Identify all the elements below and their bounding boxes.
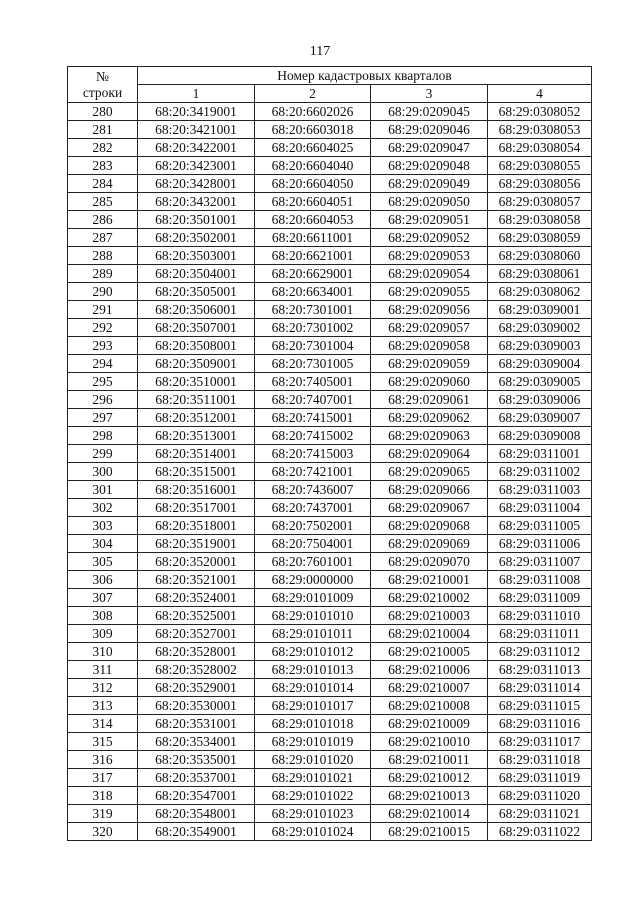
cadastral-cell-col3: 68:29:0209068 (371, 517, 488, 535)
cadastral-cell-col2: 68:20:6603018 (255, 121, 371, 139)
row-number-cell: 318 (68, 787, 138, 805)
cadastral-cell-col4: 68:29:0311008 (488, 571, 592, 589)
table-row (68, 607, 592, 625)
cadastral-cell-col3: 68:29:0209048 (371, 157, 488, 175)
cadastral-cell-col2: 68:20:7415003 (255, 445, 371, 463)
table-row (68, 193, 592, 211)
cadastral-cell-col1: 68:20:3548001 (138, 805, 255, 823)
cadastral-cell-col3: 68:29:0210012 (371, 769, 488, 787)
cadastral-cell-col3: 68:29:0209052 (371, 229, 488, 247)
cadastral-cell-col3: 68:29:0209054 (371, 265, 488, 283)
cadastral-cell-col4: 68:29:0311022 (488, 823, 592, 841)
table-row (68, 481, 592, 499)
cadastral-cell-col2: 68:20:6604051 (255, 193, 371, 211)
cadastral-cell-col1: 68:20:3514001 (138, 445, 255, 463)
cadastral-cell-col3: 68:29:0209061 (371, 391, 488, 409)
cadastral-cell-col1: 68:20:3507001 (138, 319, 255, 337)
cadastral-cell-col4: 68:29:0308054 (488, 139, 592, 157)
cadastral-cell-col3: 68:29:0209046 (371, 121, 488, 139)
cadastral-cell-col2: 68:20:7415001 (255, 409, 371, 427)
cadastral-cell-col4: 68:29:0311021 (488, 805, 592, 823)
cadastral-cell-col4: 68:29:0311015 (488, 697, 592, 715)
cadastral-cell-col3: 68:29:0210002 (371, 589, 488, 607)
table-row (68, 517, 592, 535)
cadastral-cell-col4: 68:29:0308055 (488, 157, 592, 175)
cadastral-cell-col4: 68:29:0308060 (488, 247, 592, 265)
row-number-cell: 314 (68, 715, 138, 733)
table-row (68, 589, 592, 607)
cadastral-cell-col1: 68:20:3506001 (138, 301, 255, 319)
cadastral-cell-col4: 68:29:0311002 (488, 463, 592, 481)
cadastral-cell-col3: 68:29:0209056 (371, 301, 488, 319)
cadastral-cell-col2: 68:20:6602026 (255, 103, 371, 121)
cadastral-cell-col4: 68:29:0308059 (488, 229, 592, 247)
cadastral-cell-col1: 68:20:3531001 (138, 715, 255, 733)
row-number-cell: 287 (68, 229, 138, 247)
row-number-cell: 306 (68, 571, 138, 589)
column-header-3: 3 (371, 85, 488, 103)
cadastral-cell-col4: 68:29:0311010 (488, 607, 592, 625)
row-number-cell: 285 (68, 193, 138, 211)
cadastral-cell-col1: 68:20:3501001 (138, 211, 255, 229)
cadastral-cell-col3: 68:29:0210015 (371, 823, 488, 841)
cadastral-cell-col2: 68:29:0101012 (255, 643, 371, 661)
cadastral-cell-col4: 68:29:0309003 (488, 337, 592, 355)
cadastral-cell-col1: 68:20:3530001 (138, 697, 255, 715)
cadastral-cell-col3: 68:29:0210007 (371, 679, 488, 697)
table-row (68, 643, 592, 661)
cadastral-cell-col2: 68:20:7407001 (255, 391, 371, 409)
cadastral-cell-col3: 68:29:0210005 (371, 643, 488, 661)
cadastral-cell-col3: 68:29:0210011 (371, 751, 488, 769)
row-number-cell: 305 (68, 553, 138, 571)
cadastral-cell-col3: 68:29:0209069 (371, 535, 488, 553)
cadastral-cell-col1: 68:20:3509001 (138, 355, 255, 373)
cadastral-cell-col2: 68:29:0101022 (255, 787, 371, 805)
row-number-cell: 308 (68, 607, 138, 625)
table-row (68, 625, 592, 643)
row-number-cell: 300 (68, 463, 138, 481)
cadastral-cell-col2: 68:20:6621001 (255, 247, 371, 265)
cadastral-cell-col1: 68:20:3528001 (138, 643, 255, 661)
cadastral-cell-col4: 68:29:0309001 (488, 301, 592, 319)
cadastral-cell-col3: 68:29:0209051 (371, 211, 488, 229)
cadastral-cell-col4: 68:29:0311017 (488, 733, 592, 751)
cadastral-cell-col4: 68:29:0309004 (488, 355, 592, 373)
table-row (68, 409, 592, 427)
row-number-cell: 296 (68, 391, 138, 409)
row-number-cell: 284 (68, 175, 138, 193)
row-number-cell: 316 (68, 751, 138, 769)
row-number-cell: 315 (68, 733, 138, 751)
cadastral-cell-col4: 68:29:0311006 (488, 535, 592, 553)
row-number-header-symbol: № (96, 68, 109, 84)
cadastral-cell-col1: 68:20:3423001 (138, 157, 255, 175)
cadastral-cell-col2: 68:20:7436007 (255, 481, 371, 499)
table-header (68, 67, 592, 103)
table-row (68, 715, 592, 733)
table-row (68, 733, 592, 751)
table-row (68, 553, 592, 571)
cadastral-cell-col3: 68:29:0209064 (371, 445, 488, 463)
cadastral-cell-col3: 68:29:0210001 (371, 571, 488, 589)
cadastral-cell-col1: 68:20:3529001 (138, 679, 255, 697)
cadastral-cell-col4: 68:29:0311012 (488, 643, 592, 661)
cadastral-cell-col3: 68:29:0210009 (371, 715, 488, 733)
row-number-cell: 295 (68, 373, 138, 391)
cadastral-cell-col1: 68:20:3511001 (138, 391, 255, 409)
cadastral-cell-col2: 68:20:7502001 (255, 517, 371, 535)
row-number-cell: 320 (68, 823, 138, 841)
cadastral-cell-col2: 68:20:6604050 (255, 175, 371, 193)
table-row (68, 121, 592, 139)
cadastral-cell-col3: 68:29:0210003 (371, 607, 488, 625)
cadastral-cell-col3: 68:29:0209063 (371, 427, 488, 445)
table-row (68, 283, 592, 301)
table-row (68, 229, 592, 247)
cadastral-cell-col3: 68:29:0209055 (371, 283, 488, 301)
table-row (68, 157, 592, 175)
cadastral-cell-col4: 68:29:0308061 (488, 265, 592, 283)
table-row (68, 769, 592, 787)
cadastral-cell-col4: 68:29:0311020 (488, 787, 592, 805)
cadastral-cell-col2: 68:20:7405001 (255, 373, 371, 391)
table-row (68, 301, 592, 319)
cadastral-cell-col1: 68:20:3421001 (138, 121, 255, 139)
column-header-4: 4 (488, 85, 592, 103)
cadastral-cell-col1: 68:20:3516001 (138, 481, 255, 499)
cadastral-cell-col4: 68:29:0308056 (488, 175, 592, 193)
cadastral-cell-col1: 68:20:3508001 (138, 337, 255, 355)
table-row (68, 751, 592, 769)
table-row (68, 355, 592, 373)
table-row (68, 391, 592, 409)
row-number-cell: 299 (68, 445, 138, 463)
row-number-cell: 294 (68, 355, 138, 373)
cadastral-cell-col1: 68:20:3502001 (138, 229, 255, 247)
cadastral-cell-col1: 68:20:3519001 (138, 535, 255, 553)
cadastral-cell-col4: 68:29:0308053 (488, 121, 592, 139)
cadastral-cell-col2: 68:20:6629001 (255, 265, 371, 283)
cadastral-cell-col1: 68:20:3535001 (138, 751, 255, 769)
cadastral-cell-col3: 68:29:0209049 (371, 175, 488, 193)
cadastral-cell-col2: 68:29:0101017 (255, 697, 371, 715)
cadastral-cell-col2: 68:29:0101010 (255, 607, 371, 625)
row-number-cell: 319 (68, 805, 138, 823)
cadastral-cell-col2: 68:20:6604025 (255, 139, 371, 157)
row-number-cell: 297 (68, 409, 138, 427)
cadastral-cell-col2: 68:29:0101018 (255, 715, 371, 733)
table-body (68, 103, 592, 841)
cadastral-cell-col3: 68:29:0209047 (371, 139, 488, 157)
cadastral-cell-col4: 68:29:0311019 (488, 769, 592, 787)
cadastral-cell-col1: 68:20:3534001 (138, 733, 255, 751)
row-number-cell: 280 (68, 103, 138, 121)
table-row (68, 445, 592, 463)
table-row (68, 103, 592, 121)
table-row (68, 175, 592, 193)
table-row (68, 679, 592, 697)
cadastral-cell-col4: 68:29:0309006 (488, 391, 592, 409)
column-header-1: 1 (138, 85, 255, 103)
table-row (68, 535, 592, 553)
cadastral-cell-col4: 68:29:0311009 (488, 589, 592, 607)
cadastral-cell-col4: 68:29:0308062 (488, 283, 592, 301)
cadastral-cell-col2: 68:29:0101023 (255, 805, 371, 823)
row-number-cell: 289 (68, 265, 138, 283)
row-number-cell: 310 (68, 643, 138, 661)
cadastral-cell-col4: 68:29:0311005 (488, 517, 592, 535)
row-number-cell: 311 (68, 661, 138, 679)
cadastral-cell-col1: 68:20:3515001 (138, 463, 255, 481)
row-number-cell: 312 (68, 679, 138, 697)
cadastral-quarters-table (67, 66, 592, 841)
cadastral-cell-col2: 68:20:7415002 (255, 427, 371, 445)
row-number-cell: 281 (68, 121, 138, 139)
cadastral-cell-col2: 68:20:6634001 (255, 283, 371, 301)
cadastral-cell-col2: 68:20:7301005 (255, 355, 371, 373)
cadastral-cell-col2: 68:29:0101013 (255, 661, 371, 679)
cadastral-cell-col3: 68:29:0209070 (371, 553, 488, 571)
cadastral-cell-col2: 68:29:0101009 (255, 589, 371, 607)
row-number-header-word: строки (82, 84, 123, 100)
cadastral-cell-col3: 68:29:0209066 (371, 481, 488, 499)
cadastral-cell-col3: 68:29:0209065 (371, 463, 488, 481)
cadastral-cell-col3: 68:29:0209057 (371, 319, 488, 337)
cadastral-cell-col1: 68:20:3518001 (138, 517, 255, 535)
cadastral-cell-col2: 68:20:7421001 (255, 463, 371, 481)
cadastral-cell-col4: 68:29:0311018 (488, 751, 592, 769)
cadastral-cell-col4: 68:29:0311011 (488, 625, 592, 643)
cadastral-cell-col1: 68:20:3521001 (138, 571, 255, 589)
cadastral-cell-col2: 68:20:6604053 (255, 211, 371, 229)
cadastral-cell-col4: 68:29:0308058 (488, 211, 592, 229)
cadastral-cell-col3: 68:29:0210008 (371, 697, 488, 715)
cadastral-cell-col2: 68:29:0101014 (255, 679, 371, 697)
row-number-cell: 293 (68, 337, 138, 355)
cadastral-cell-col1: 68:20:3524001 (138, 589, 255, 607)
cadastral-cell-col1: 68:20:3503001 (138, 247, 255, 265)
row-number-cell: 302 (68, 499, 138, 517)
cadastral-cell-col1: 68:20:3517001 (138, 499, 255, 517)
cadastral-cell-col4: 68:29:0311013 (488, 661, 592, 679)
cadastral-cell-col4: 68:29:0308052 (488, 103, 592, 121)
cadastral-cell-col2: 68:20:6611001 (255, 229, 371, 247)
table-row (68, 463, 592, 481)
cadastral-cell-col1: 68:20:3504001 (138, 265, 255, 283)
row-number-cell: 303 (68, 517, 138, 535)
cadastral-cell-col3: 68:29:0210006 (371, 661, 488, 679)
cadastral-cell-col4: 68:29:0309007 (488, 409, 592, 427)
cadastral-cell-col4: 68:29:0311003 (488, 481, 592, 499)
cadastral-cell-col3: 68:29:0209053 (371, 247, 488, 265)
row-number-cell: 290 (68, 283, 138, 301)
cadastral-cell-col3: 68:29:0209060 (371, 373, 488, 391)
table-row (68, 499, 592, 517)
cadastral-cell-col1: 68:20:3525001 (138, 607, 255, 625)
cadastral-cell-col1: 68:20:3547001 (138, 787, 255, 805)
cadastral-cell-col2: 68:29:0000000 (255, 571, 371, 589)
row-number-cell: 301 (68, 481, 138, 499)
row-number-cell: 317 (68, 769, 138, 787)
cadastral-cell-col2: 68:29:0101011 (255, 625, 371, 643)
cadastral-cell-col4: 68:29:0311001 (488, 445, 592, 463)
cadastral-cell-col2: 68:29:0101019 (255, 733, 371, 751)
cadastral-cell-col1: 68:20:3537001 (138, 769, 255, 787)
cadastral-cell-col1: 68:20:3419001 (138, 103, 255, 121)
cadastral-cell-col2: 68:20:6604040 (255, 157, 371, 175)
row-number-cell: 304 (68, 535, 138, 553)
cadastral-cell-col1: 68:20:3432001 (138, 193, 255, 211)
cadastral-cell-col4: 68:29:0309008 (488, 427, 592, 445)
table-row (68, 265, 592, 283)
cadastral-cell-col2: 68:20:7437001 (255, 499, 371, 517)
cadastral-cell-col3: 68:29:0209062 (371, 409, 488, 427)
table-row (68, 319, 592, 337)
cadastral-cell-col1: 68:20:3528002 (138, 661, 255, 679)
cadastral-cell-col1: 68:20:3512001 (138, 409, 255, 427)
row-number-cell: 291 (68, 301, 138, 319)
row-number-cell: 286 (68, 211, 138, 229)
cadastral-cell-col1: 68:20:3513001 (138, 427, 255, 445)
cadastral-cell-col3: 68:29:0209067 (371, 499, 488, 517)
cadastral-cell-col1: 68:20:3428001 (138, 175, 255, 193)
cadastral-cell-col4: 68:29:0309005 (488, 373, 592, 391)
row-number-header (68, 67, 138, 103)
cadastral-cell-col1: 68:20:3422001 (138, 139, 255, 157)
row-number-cell: 288 (68, 247, 138, 265)
cadastral-cell-col2: 68:20:7301001 (255, 301, 371, 319)
cadastral-cell-col4: 68:29:0309002 (488, 319, 592, 337)
row-number-cell: 282 (68, 139, 138, 157)
cadastral-cell-col3: 68:29:0210014 (371, 805, 488, 823)
table-row (68, 571, 592, 589)
cadastral-cell-col2: 68:29:0101024 (255, 823, 371, 841)
table-row (68, 337, 592, 355)
cadastral-cell-col1: 68:20:3527001 (138, 625, 255, 643)
table-row (68, 211, 592, 229)
table-row (68, 787, 592, 805)
cadastral-cell-col2: 68:29:0101020 (255, 751, 371, 769)
cadastral-cell-col1: 68:20:3505001 (138, 283, 255, 301)
cadastral-cell-col2: 68:29:0101021 (255, 769, 371, 787)
table-row (68, 805, 592, 823)
page-number: 117 (309, 44, 331, 59)
row-number-cell: 283 (68, 157, 138, 175)
cadastral-cell-col3: 68:29:0210010 (371, 733, 488, 751)
table-row (68, 247, 592, 265)
table-row (68, 373, 592, 391)
cadastral-cell-col3: 68:29:0209059 (371, 355, 488, 373)
cadastral-cell-col4: 68:29:0311007 (488, 553, 592, 571)
cadastral-cell-col3: 68:29:0209058 (371, 337, 488, 355)
cadastral-cell-col4: 68:29:0311014 (488, 679, 592, 697)
cadastral-cell-col4: 68:29:0308057 (488, 193, 592, 211)
table-row (68, 697, 592, 715)
cadastral-cell-col3: 68:29:0209050 (371, 193, 488, 211)
table-row (68, 427, 592, 445)
cadastral-cell-col2: 68:20:7301002 (255, 319, 371, 337)
row-number-cell: 292 (68, 319, 138, 337)
table-row (68, 823, 592, 841)
row-number-cell: 309 (68, 625, 138, 643)
column-header-2: 2 (255, 85, 371, 103)
cadastral-cell-col3: 68:29:0210013 (371, 787, 488, 805)
row-number-cell: 313 (68, 697, 138, 715)
cadastral-cell-col2: 68:20:7301004 (255, 337, 371, 355)
cadastral-cell-col3: 68:29:0209045 (371, 103, 488, 121)
row-number-cell: 307 (68, 589, 138, 607)
cadastral-cell-col3: 68:29:0210004 (371, 625, 488, 643)
cadastral-cell-col4: 68:29:0311004 (488, 499, 592, 517)
cadastral-cell-col1: 68:20:3520001 (138, 553, 255, 571)
table-row (68, 661, 592, 679)
cadastral-cell-col1: 68:20:3510001 (138, 373, 255, 391)
cadastral-cell-col2: 68:20:7504001 (255, 535, 371, 553)
cadastral-group-header: Номер кадастровых кварталов (138, 67, 592, 85)
cadastral-cell-col2: 68:20:7601001 (255, 553, 371, 571)
table-row (68, 139, 592, 157)
cadastral-cell-col1: 68:20:3549001 (138, 823, 255, 841)
cadastral-cell-col4: 68:29:0311016 (488, 715, 592, 733)
row-number-cell: 298 (68, 427, 138, 445)
